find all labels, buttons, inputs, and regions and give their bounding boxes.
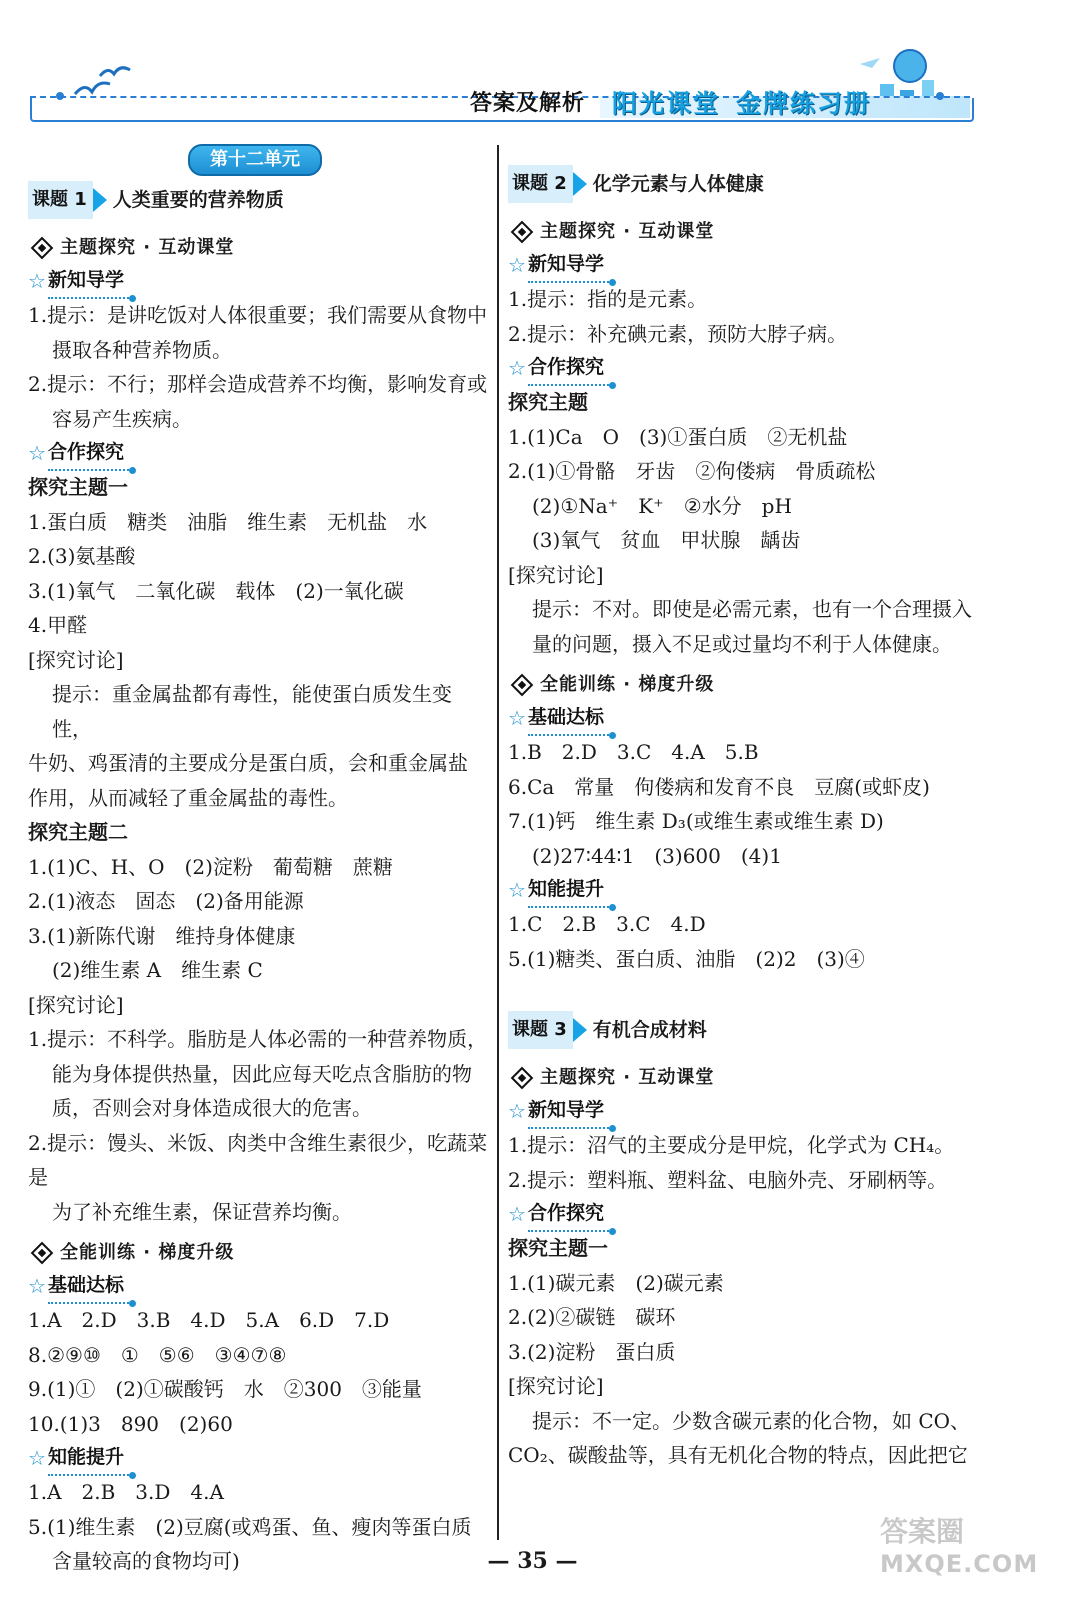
subsection-heading [28, 436, 490, 470]
text-line: 提示：不对。即使是必需元素，也有一个合理摄入 [532, 597, 972, 621]
subsection-heading [508, 1094, 978, 1128]
text-line: 能为身体提供热量，因此应每天吃点含脂肪的物 [52, 1061, 472, 1086]
subsection-heading [508, 1197, 978, 1231]
section-title: 主题探究 · 互动课堂 [540, 1066, 715, 1088]
brand-name: 阳光课堂 [612, 89, 721, 118]
subsection-title: 基础达标 [528, 700, 612, 737]
subsection-title: 知能提升 [48, 1440, 132, 1477]
text-line: 2.提示：馒头、米饭、肉类中含维生素很少，吃蔬菜是 [28, 1130, 488, 1189]
star-icon: ☆ [508, 355, 526, 380]
subsection-title: 新知导学 [528, 1093, 612, 1130]
page-header [0, 0, 1065, 130]
text-line: 5.(1)维生素 (2)豆腐(或鸡蛋、鱼、瘦肉等蛋白质 [28, 1514, 472, 1539]
diamond-icon [511, 221, 534, 244]
watermark [880, 1510, 1038, 1578]
text-line: 4.甲醛 [28, 613, 88, 637]
text-line: 3.(1)氧气 二氧化碳 载体 (2)一氧化碳 [28, 578, 404, 603]
subsection-heading [508, 248, 978, 282]
text-line: 1.提示：指的是元素。 [508, 287, 708, 311]
section-title: 主题探究 · 互动课堂 [540, 220, 715, 242]
subsection-title: 基础达标 [48, 1268, 132, 1305]
subsection-title: 合作探究 [48, 435, 132, 472]
watermark-url: MXQE.COM [880, 1550, 1039, 1578]
discussion-heading: [探究讨论] [28, 992, 124, 1017]
text-line: 6.Ca 常量 佝偻病和发育不良 豆腐(或虾皮) [508, 774, 930, 799]
arrow-icon [573, 1018, 587, 1042]
subsection-title: 新知导学 [528, 247, 612, 284]
text-line: 提示：不一定。少数含碳元素的化合物，如 CO、 [532, 1408, 971, 1433]
text-line: 1.提示：不科学。脂肪是人体必需的一种营养物质， [28, 1027, 488, 1051]
text-line: 1.蛋白质 糖类 油脂 维生素 无机盐 水 [28, 509, 428, 534]
right-column [508, 166, 978, 1473]
text-line: (3)氧气 贫血 甲状腺 龋齿 [532, 528, 801, 552]
lesson-heading [508, 1012, 978, 1048]
text-line: 容易产生疾病。 [52, 406, 192, 431]
arrow-icon [573, 172, 587, 196]
lesson-tag: 课题 1 [28, 181, 93, 220]
topic-title: 探究主题二 [28, 820, 128, 844]
diamond-icon [511, 674, 534, 697]
diamond-icon [31, 1242, 54, 1265]
page-number: — 35 — [487, 1548, 578, 1574]
subsection-heading [508, 873, 978, 907]
text-line: 10.(1)3 890 (2)60 [28, 1411, 233, 1436]
unit-title: 第十二单元 [188, 144, 322, 176]
discussion-heading: [探究讨论] [508, 562, 604, 587]
lesson-title: 化学元素与人体健康 [592, 172, 764, 195]
text-line: 提示：重金属盐都有毒性，能使蛋白质发生变性， [52, 682, 452, 741]
arrow-icon [93, 188, 107, 212]
text-line: 2.提示：不行；那样会造成营养不均衡，影响发育或 [28, 372, 488, 396]
text-line: 3.(1)新陈代谢 维持身体健康 [28, 923, 296, 948]
text-line: 1.B 2.D 3.C 4.A 5.B [508, 740, 759, 764]
text-line: 质，否则会对身体造成很大的危害。 [52, 1096, 372, 1120]
text-line: 2.(1)①骨骼 牙齿 ②佝偻病 骨质疏松 [508, 459, 876, 483]
star-icon: ☆ [508, 252, 526, 277]
text-line: 1.(1)C、H、O (2)淀粉 葡萄糖 蔗糖 [28, 854, 393, 879]
text-line: 量的问题，摄入不足或过量均不利于人体健康。 [532, 631, 952, 656]
star-icon: ☆ [28, 440, 46, 465]
topic-title: 探究主题一 [508, 1236, 608, 1260]
text-line: 1.A 2.B 3.D 4.A [28, 1480, 224, 1504]
diamond-icon [511, 1067, 534, 1090]
text-line: CO₂、碳酸盐等，具有无机化合物的特点，因此把它 [508, 1443, 968, 1467]
header-title: 答案及解析 [470, 90, 586, 116]
section-heading [508, 216, 978, 248]
star-icon: ☆ [508, 705, 526, 730]
text-line: 2.(1)液态 固态 (2)备用能源 [28, 889, 304, 913]
lesson-heading [28, 182, 490, 218]
text-line: (2)①Na⁺ K⁺ ②水分 pH [532, 493, 792, 518]
dot-icon [936, 92, 944, 100]
section-heading [508, 1062, 978, 1094]
text-line: 含量较高的食物均可) [52, 1549, 240, 1573]
lesson-title: 人类重要的营养物质 [112, 188, 284, 211]
star-icon: ☆ [508, 1201, 526, 1226]
lesson-tag: 课题 2 [508, 165, 573, 204]
subsection-heading [28, 264, 490, 298]
section-heading [508, 669, 978, 701]
subsection-title: 合作探究 [528, 1196, 612, 1233]
brand-subtitle: 金牌练习册 [736, 89, 872, 118]
subsection-heading [28, 1441, 490, 1475]
text-line: 9.(1)① (2)①碳酸钙 水 ②300 ③能量 [28, 1377, 422, 1401]
subsection-title: 知能提升 [528, 872, 612, 909]
section-heading [28, 1237, 490, 1269]
text-line: 2.(3)氨基酸 [28, 544, 136, 568]
text-line: 牛奶、鸡蛋清的主要成分是蛋白质，会和重金属盐 [28, 751, 468, 775]
text-line: 2.(2)②碳链 碳环 [508, 1305, 676, 1329]
text-line: 3.(2)淀粉 蛋白质 [508, 1339, 676, 1364]
lesson-tag: 课题 3 [508, 1011, 573, 1050]
star-icon: ☆ [28, 268, 46, 293]
text-line: 1.提示：是讲吃饭对人体很重要；我们需要从食物中 [28, 303, 488, 327]
section-title: 主题探究 · 互动课堂 [60, 236, 235, 258]
star-icon: ☆ [28, 1445, 46, 1470]
subsection-title: 新知导学 [48, 263, 132, 300]
star-icon: ☆ [28, 1273, 46, 1298]
subsection-heading [508, 701, 978, 735]
text-line: 1.(1)Ca O (3)①蛋白质 ②无机盐 [508, 424, 848, 449]
text-line: 2.提示：塑料瓶、塑料盆、电脑外壳、牙刷柄等。 [508, 1167, 948, 1192]
dot-icon [56, 92, 64, 100]
section-title: 全能训练 · 梯度升级 [60, 1241, 235, 1263]
text-line: (2)维生素 A 维生素 C [52, 958, 263, 982]
text-line: 1.(1)碳元素 (2)碳元素 [508, 1270, 724, 1295]
lesson-title: 有机合成材料 [592, 1018, 707, 1041]
discussion-heading: [探究讨论] [28, 647, 124, 672]
topic-title: 探究主题 [508, 390, 588, 414]
unit-banner [188, 144, 328, 174]
section-heading [28, 232, 490, 264]
subsection-title: 合作探究 [528, 350, 612, 387]
text-line: 5.(1)糖类、蛋白质、油脂 (2)2 (3)④ [508, 946, 865, 971]
lesson-heading [508, 166, 978, 202]
text-line: 作用，从而减轻了重金属盐的毒性。 [28, 785, 348, 810]
star-icon: ☆ [508, 1098, 526, 1123]
diamond-icon [31, 237, 54, 260]
column-divider [497, 145, 499, 1540]
text-line: 为了补充维生素，保证营养均衡。 [52, 1199, 352, 1224]
text-line: (2)27∶44∶1 (3)600 (4)1 [532, 843, 782, 868]
topic-title: 探究主题一 [28, 475, 128, 499]
section-title: 全能训练 · 梯度升级 [540, 673, 715, 695]
text-line: 1.提示：沼气的主要成分是甲烷，化学式为 CH₄。 [508, 1133, 955, 1157]
subsection-heading [508, 351, 978, 385]
text-line: 1.A 2.D 3.B 4.D 5.A 6.D 7.D [28, 1308, 390, 1332]
watermark-text: 答案圈 [880, 1515, 965, 1548]
text-line: 2.提示：补充碘元素，预防大脖子病。 [508, 321, 848, 346]
left-column [28, 140, 490, 1579]
star-icon: ☆ [508, 877, 526, 902]
text-line: 1.C 2.B 3.C 4.D [508, 912, 706, 936]
text-line: 7.(1)钙 维生素 D₃(或维生素或维生素 D) [508, 809, 884, 833]
text-line: 摄取各种营养物质。 [52, 337, 232, 362]
text-line: 8.②⑨⑩ ① ⑤⑥ ③④⑦⑧ [28, 1342, 287, 1367]
discussion-heading: [探究讨论] [508, 1374, 604, 1398]
subsection-heading [28, 1269, 490, 1303]
